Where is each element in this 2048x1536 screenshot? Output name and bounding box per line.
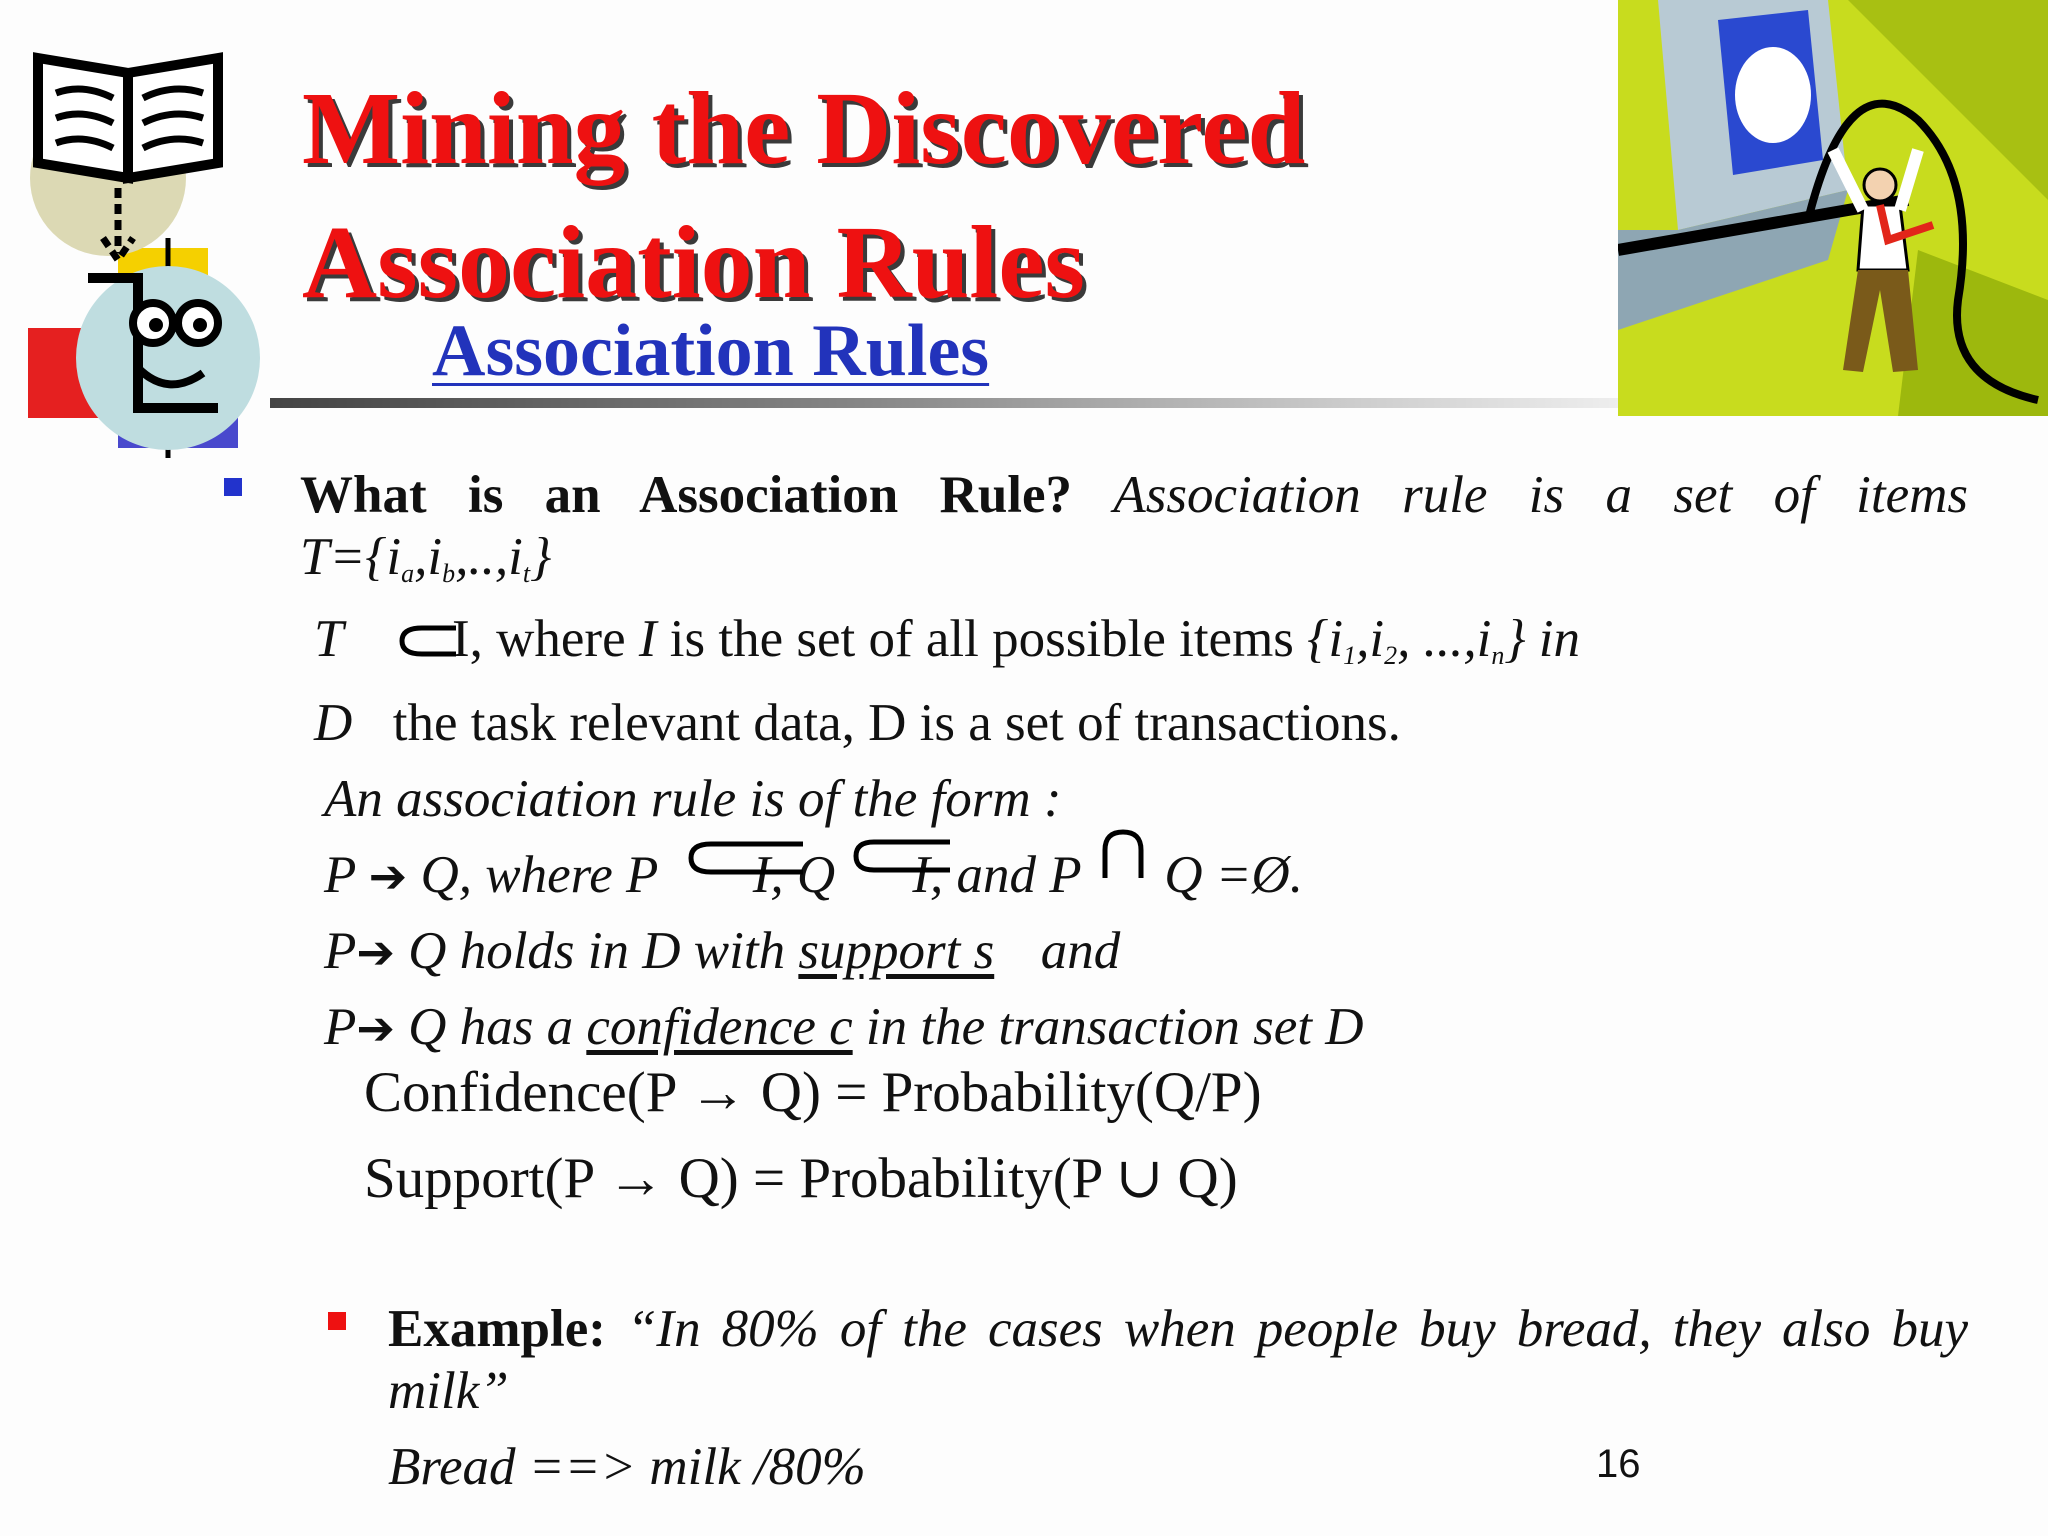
example-text: “In 80% of the cases when people buy bread, they also buy milk” <box>388 1300 1968 1420</box>
question-answer: Association rule is a set of items <box>1113 466 1969 524</box>
example-bullet <box>388 1298 1968 1422</box>
example-label: Example: <box>388 1300 606 1358</box>
book-face-clipart <box>18 38 288 468</box>
intersection-symbol-icon <box>1101 828 1145 880</box>
book-icon <box>38 58 218 178</box>
face-icon <box>76 266 260 450</box>
title-line-1: Mining the Discovered <box>302 71 1306 186</box>
subset-line: T I, where I is the set of all possible items {$i_1,i_2$, $...,i_n$} in <box>314 610 1580 670</box>
bullet-square-icon <box>224 478 242 496</box>
support-formula: Support(P → Q) = Probability(P ∪ Q) <box>364 1147 1238 1210</box>
support-line: P➔ Q holds in D with support s and <box>324 922 1121 980</box>
confidence-formula: Confidence(P → Q) = Probability(Q/P) <box>364 1061 1262 1124</box>
subset-symbol-icon <box>687 840 805 880</box>
right-arrow-icon: ➔ <box>356 1001 395 1055</box>
subset-symbol-icon <box>398 624 458 658</box>
rule-form-line: An association rule is of the form : <box>324 770 1062 828</box>
page-number: 16 <box>1596 1442 1641 1486</box>
right-arrow-icon: ➔ <box>356 925 395 979</box>
data-line: D the task relevant data, D is a set of transactions. <box>314 694 1401 752</box>
computer-person-clipart <box>1618 0 2048 416</box>
right-arrow-icon: ➔ <box>368 849 408 903</box>
bullet-what-is-rule <box>300 464 1968 526</box>
bullet-square-icon <box>328 1312 346 1330</box>
subset-symbol-icon <box>852 838 952 878</box>
slide-title <box>302 62 1305 330</box>
question-lead: What is an Association Rule? <box>300 466 1073 524</box>
slide-subtitle: Association Rules <box>432 310 990 392</box>
title-divider <box>270 398 1620 408</box>
title-line-2: Association Rules <box>302 205 1085 320</box>
confidence-line: P➔ Q has a confidence c in the transaction set D <box>324 998 1364 1056</box>
rule-definition-line: P ➔ Q, where P I, Q I, and P Q =Ø. <box>324 844 1303 907</box>
item-set-definition: $T=\{i_a,i_b,..,i_t\}$ <box>300 528 552 588</box>
example-rule: Bread ==> milk /80% <box>388 1438 866 1496</box>
